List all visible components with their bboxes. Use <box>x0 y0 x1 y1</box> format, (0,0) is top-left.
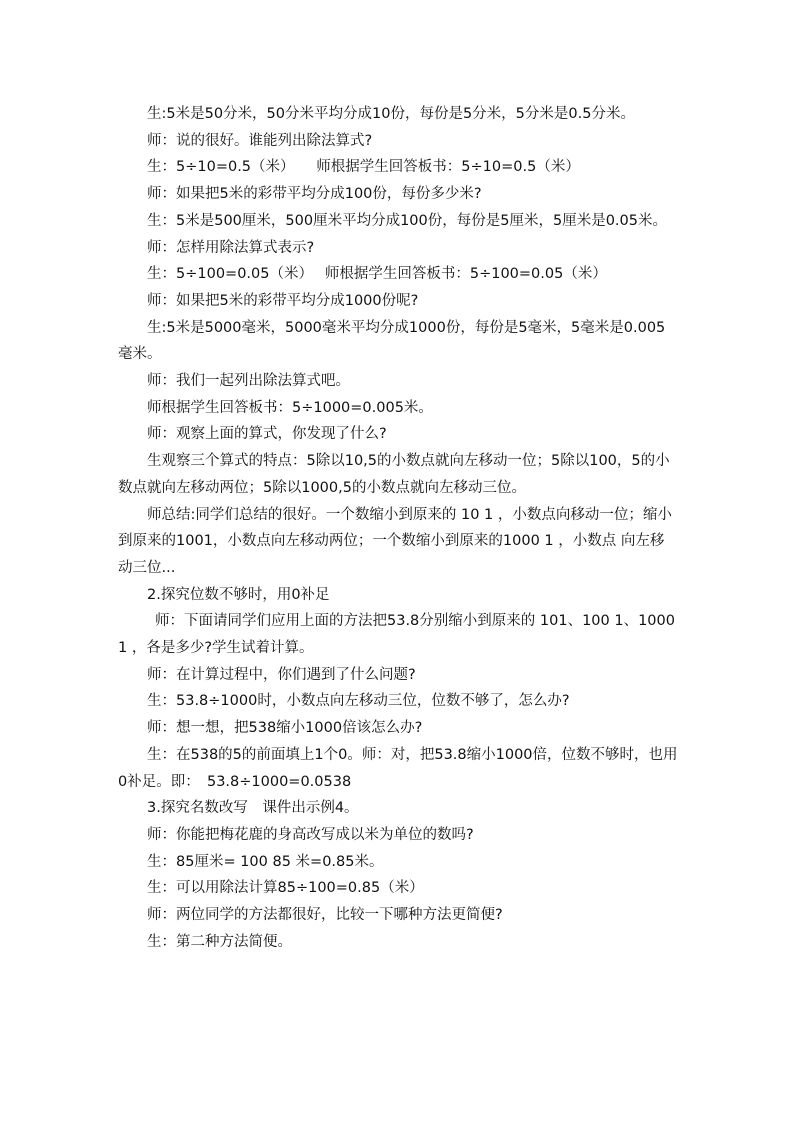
paragraph: 生：第二种方法简便。 <box>147 933 292 950</box>
paragraph: 师：下面请同学们应用上面的方法把53.8分别缩小到原来的 101、100 1、1000 1 ，各是多少?学生试着计算。 <box>118 613 675 657</box>
paragraph: 师：你能把梅花鹿的身高改写成以米为单位的数吗? <box>147 826 474 843</box>
document-body <box>118 101 678 956</box>
section-heading: 3.探究名数改写 课件出示例4。 <box>147 800 359 817</box>
paragraph: 生：5米是500厘米，500厘米平均分成100份，每份是5厘米，5厘米是0.05米。 <box>147 212 667 229</box>
paragraph: 师：怎样用除法算式表示? <box>147 239 315 256</box>
section-heading: 2.探究位数不够时，用0补足 <box>147 586 330 603</box>
paragraph: 生：5÷10=0.5（米） 师根据学生回答板书：5÷10=0.5（米） <box>147 159 580 176</box>
paragraph: 师：如果把5米的彩带平均分成100份，每份多少米? <box>147 186 482 203</box>
paragraph: 师：在计算过程中，你们遇到了什么问题? <box>147 666 416 683</box>
paragraph: 生：85厘米= 100 85 米=0.85米。 <box>147 853 384 870</box>
paragraph: 生:5米是50分米，50分米平均分成10份，每份是5分米，5分米是0.5分米。 <box>147 106 635 122</box>
paragraph: 师：观察上面的算式，你发现了什么? <box>147 426 387 443</box>
paragraph: 生观察三个算式的特点：5除以10,5的小数点就向左移动一位；5除以100，5的小数点就向左移动两位；5除以1000,5的小数点就向左移动三位。 <box>118 453 670 496</box>
paragraph: 生:5米是5000毫米，5000毫米平均分成1000份，每份是5毫米，5毫米是0.005毫米。 <box>118 319 666 363</box>
paragraph: 师根据学生回答板书：5÷1000=0.005米。 <box>147 399 433 416</box>
paragraph: 师：两位同学的方法都很好，比较一下哪种方法更简便? <box>147 907 503 924</box>
paragraph: 师：如果把5米的彩带平均分成1000份呢? <box>147 292 419 309</box>
paragraph: 生：5÷100=0.05（米） 师根据学生回答板书：5÷100=0.05（米） <box>147 266 607 283</box>
paragraph: 生：53.8÷1000时，小数点向左移动三位，位数不够了，怎么办? <box>147 693 570 710</box>
paragraph: 师：想一想，把538缩小1000倍该怎么办? <box>147 720 423 737</box>
paragraph: 师：我们一起列出除法算式吧。 <box>147 373 350 390</box>
paragraph: 师总结:同学们总结的很好。一个数缩小到原来的 10 1 ，小数点向移动一位；缩小到原来的1001，小数点向左移动两位；一个数缩小到原来的1000 1 ，小数点 向左移动三位... <box>118 506 672 576</box>
paragraph: 生：在538的5的前面填上1个0。师：对，把53.8缩小1000倍，位数不够时，也用0补足。即： 53.8÷1000=0.0538 <box>118 746 678 790</box>
paragraph: 师：说的很好。谁能列出除法算式? <box>147 132 373 149</box>
paragraph: 生：可以用除法计算85÷100=0.85（米） <box>147 880 424 897</box>
